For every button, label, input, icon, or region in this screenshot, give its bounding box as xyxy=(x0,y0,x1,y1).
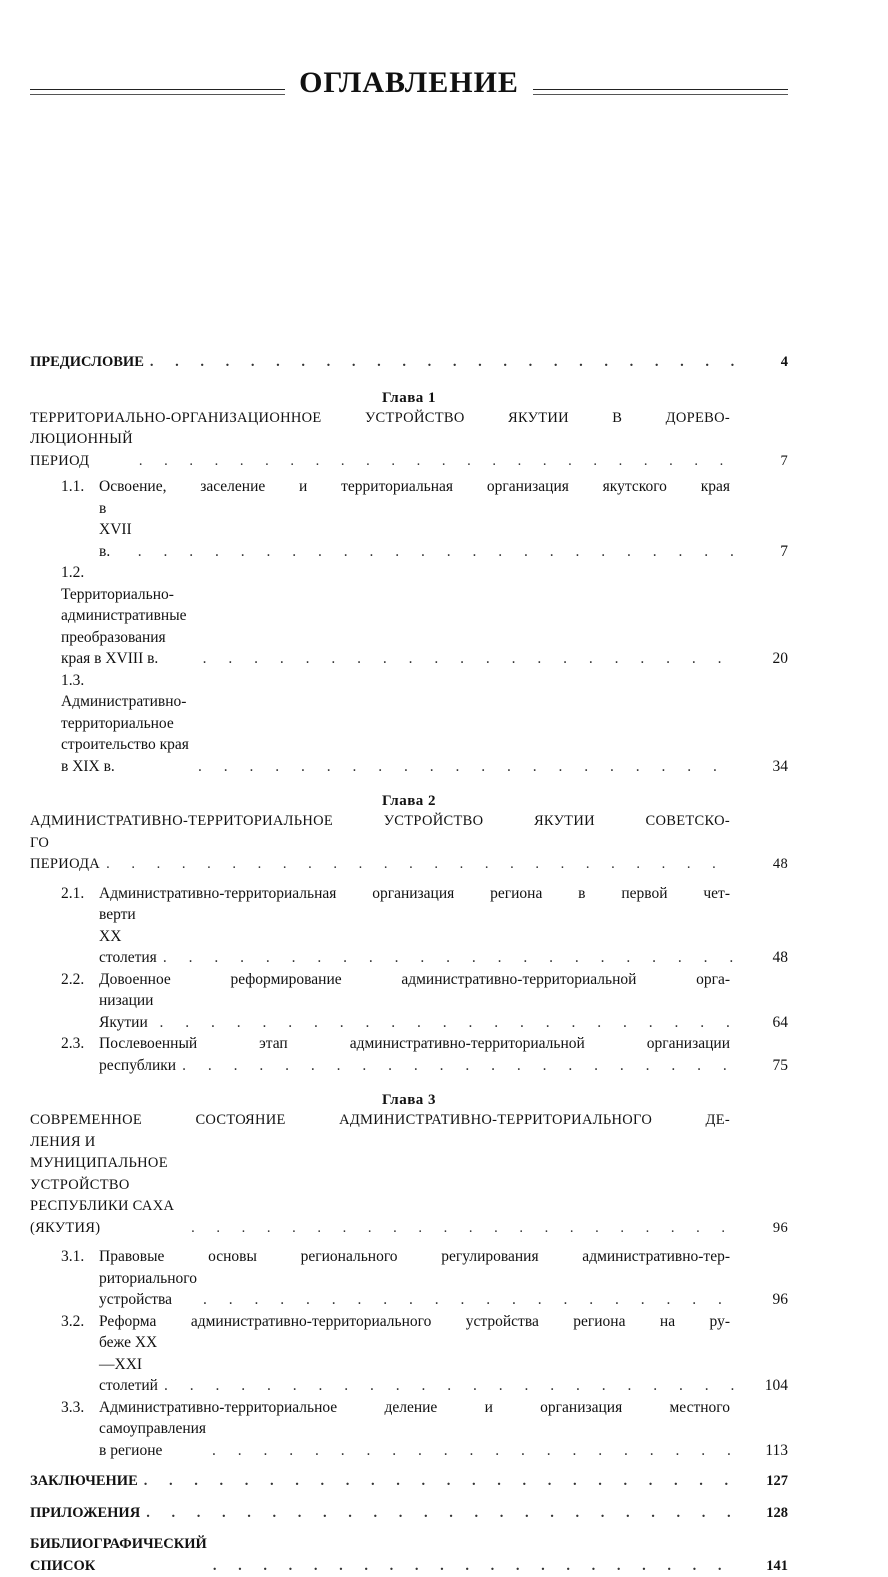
section-number: 3.3. xyxy=(61,1397,99,1419)
toc-entry-chapter-1[interactable] xyxy=(30,408,788,473)
section-number: 2.1. xyxy=(61,883,99,905)
toc-entry-chapter-3[interactable] xyxy=(30,1110,788,1239)
chapter-label: Глава 3 xyxy=(30,1090,788,1110)
chapter-title-line: ТЕРРИТОРИАЛЬНО-ОРГАНИЗАЦИОННОЕ УСТРОЙСТВО ЯКУТИИ В ДОРЕВО- xyxy=(30,408,788,430)
toc-entry-bibliography[interactable] xyxy=(30,1534,788,1577)
chapter-label: Глава 2 xyxy=(30,791,788,811)
toc-entry-label: ЗАКЛЮЧЕНИЕ xyxy=(30,1471,138,1493)
toc-page-number: 104 xyxy=(744,1375,788,1397)
section-title-line: Административно-территориальное деление и организация местного xyxy=(99,1399,730,1416)
toc-entry-label: БИБЛИОГРАФИЧЕСКИЙ СПИСОК xyxy=(30,1534,207,1577)
leader-dots xyxy=(144,1471,738,1493)
section-title-line: Административно-территориальная организация региона в первой чет- xyxy=(99,885,730,902)
toc-entry-section-2-3[interactable] xyxy=(30,1033,788,1076)
leader-dots xyxy=(163,947,738,969)
header-rule-left xyxy=(30,89,285,97)
toc-entry-section-2-1[interactable] xyxy=(30,883,788,969)
leader-dots xyxy=(138,541,738,563)
section-number: 1.1. xyxy=(61,476,99,498)
chapter-title-line: ЛЮЦИОННЫЙ ПЕРИОД xyxy=(30,429,133,472)
section-title-line: самоуправления в регионе xyxy=(99,1418,206,1461)
toc-page-number: 128 xyxy=(744,1503,788,1525)
toc-entry-preface[interactable] xyxy=(30,352,788,374)
toc-page-number: 34 xyxy=(744,756,788,778)
leader-dots xyxy=(139,451,738,473)
toc-entry-label: ПРИЛОЖЕНИЯ xyxy=(30,1503,140,1525)
page-header xyxy=(30,58,788,108)
leader-dots xyxy=(159,1012,738,1034)
section-number: 2.3. xyxy=(61,1033,99,1055)
leader-dots xyxy=(198,756,738,778)
toc-entry-section-3-3[interactable] xyxy=(30,1397,788,1462)
toc-page-number: 141 xyxy=(744,1556,788,1577)
toc-page-number: 64 xyxy=(744,1012,788,1034)
section-number: 3.1. xyxy=(61,1246,99,1268)
toc-entry-chapter-2[interactable] xyxy=(30,811,788,876)
header-rule-right xyxy=(533,89,788,97)
leader-dots xyxy=(203,648,738,670)
section-title-line: Правовые основы регионального регулирования административно-тер- xyxy=(99,1248,730,1265)
toc-page-number: 113 xyxy=(744,1440,788,1462)
toc-page-number: 96 xyxy=(744,1289,788,1311)
chapter-title-line: ГО ПЕРИОДА xyxy=(30,833,100,876)
leader-dots xyxy=(182,1055,738,1077)
section-title-line: Довоенное реформирование административно-территориальной орга- xyxy=(99,971,730,988)
leader-dots xyxy=(212,1440,738,1462)
toc-entry-section-3-1[interactable] xyxy=(30,1246,788,1311)
toc-page-number: 7 xyxy=(744,451,788,473)
leader-dots xyxy=(106,854,738,876)
toc-entry-conclusion[interactable] xyxy=(30,1471,788,1493)
leader-dots xyxy=(150,352,738,374)
section-number: 1.2. xyxy=(61,562,99,584)
section-title-line: Административно-территориальное строительство края в XIX в. xyxy=(61,693,189,775)
toc-page-number: 20 xyxy=(744,648,788,670)
toc-entry-label: ПРЕДИСЛОВИЕ xyxy=(30,352,144,374)
toc-page-number: 127 xyxy=(744,1471,788,1493)
section-number: 3.2. xyxy=(61,1311,99,1333)
section-title-line: беже XX—XXI столетий xyxy=(99,1332,158,1397)
section-title-line: низации Якутии xyxy=(99,990,153,1033)
toc-page-number: 96 xyxy=(744,1218,788,1240)
leader-dots xyxy=(191,1218,738,1240)
toc-entry-section-1-2[interactable] xyxy=(30,562,788,670)
toc-entry-appendix[interactable] xyxy=(30,1503,788,1525)
toc-page-number: 7 xyxy=(744,541,788,563)
section-title-line: верти XX столетия xyxy=(99,904,157,969)
toc-entry-section-2-2[interactable] xyxy=(30,969,788,1034)
toc-page-number: 48 xyxy=(744,947,788,969)
section-number: 1.3. xyxy=(61,670,99,692)
section-title-line: республики xyxy=(99,1055,176,1077)
section-title-line: Реформа административно-территориального устройства региона на ру- xyxy=(99,1313,730,1330)
section-title-line: Послевоенный этап административно-территориальной организации xyxy=(99,1035,730,1052)
section-title-line: Территориально-административные преобразования края в XVIII в. xyxy=(61,586,187,668)
toc-page-number: 4 xyxy=(744,352,788,374)
toc-entry-section-1-3[interactable] xyxy=(30,670,788,778)
page-title: ОГЛАВЛЕНИЕ xyxy=(285,66,533,100)
table-of-contents xyxy=(30,352,788,1577)
leader-dots xyxy=(213,1556,738,1577)
chapter-title-line: АДМИНИСТРАТИВНО-ТЕРРИТОРИАЛЬНОЕ УСТРОЙСТВО ЯКУТИИ СОВЕТСКО- xyxy=(30,811,788,833)
leader-dots xyxy=(146,1503,738,1525)
section-title-line: Освоение, заселение и территориальная организация якутского края xyxy=(99,478,730,495)
section-title-line: в XVII в. xyxy=(99,498,132,563)
toc-page-number: 75 xyxy=(744,1055,788,1077)
section-title-line: риториального устройства xyxy=(99,1268,197,1311)
toc-entry-section-3-2[interactable] xyxy=(30,1311,788,1397)
chapter-label: Глава 1 xyxy=(30,388,788,408)
leader-dots xyxy=(164,1375,738,1397)
toc-page-number: 48 xyxy=(744,854,788,876)
leader-dots xyxy=(203,1289,738,1311)
toc-entry-section-1-1[interactable] xyxy=(30,476,788,562)
section-number: 2.2. xyxy=(61,969,99,991)
chapter-title-line: ЛЕНИЯ И МУНИЦИПАЛЬНОЕ УСТРОЙСТВО РЕСПУБЛИКИ САХА (ЯКУТИЯ) xyxy=(30,1132,185,1240)
chapter-title-line: СОВРЕМЕННОЕ СОСТОЯНИЕ АДМИНИСТРАТИВНО-ТЕРРИТОРИАЛЬНОГО ДЕ- xyxy=(30,1110,788,1132)
